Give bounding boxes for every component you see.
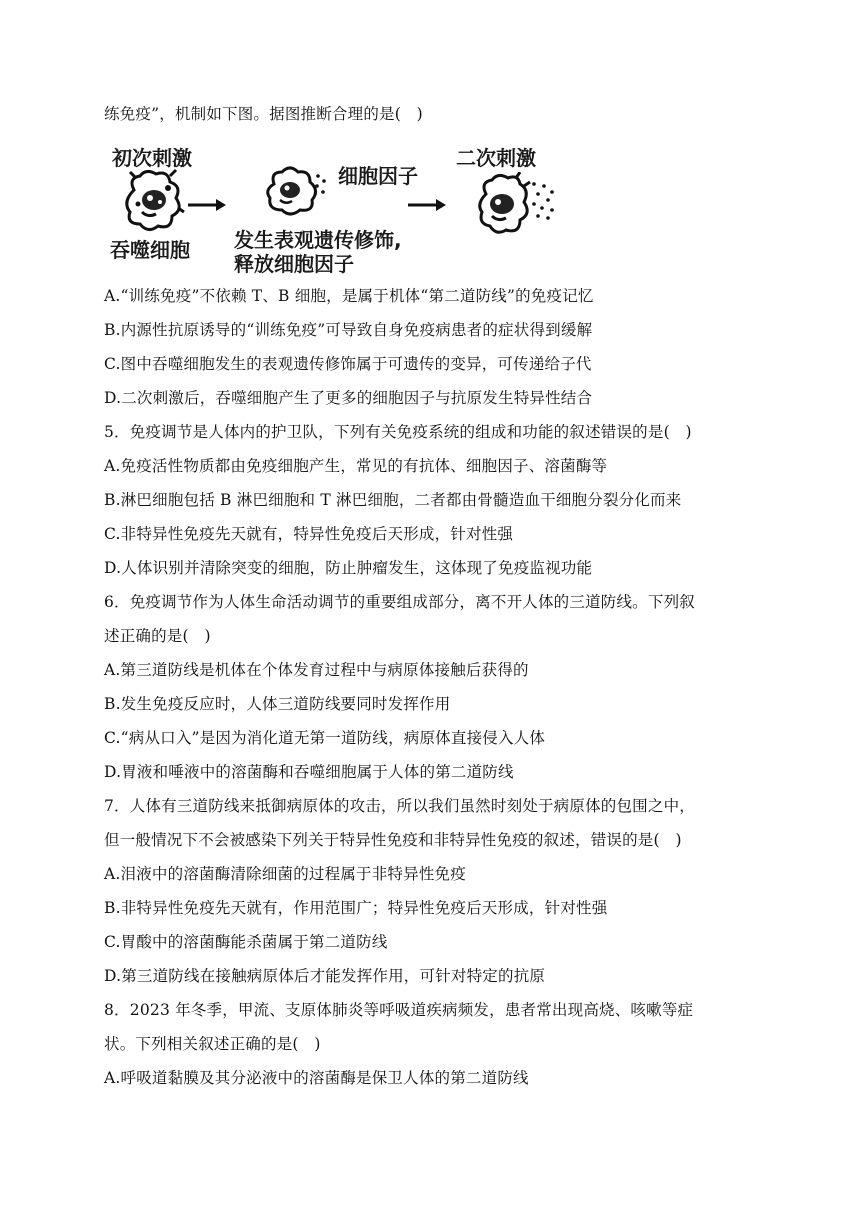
q5-option-d: D.人体识别并清除突变的细胞，防止肿瘤发生，这体现了免疫监视功能 bbox=[104, 559, 593, 577]
q6-option-c: C.“病从口入”是因为消化道无第一道防线，病原体直接侵入人体 bbox=[104, 729, 546, 747]
figure-label-second-stimulus: 二次刺激 bbox=[456, 146, 536, 170]
trained-immunity-figure bbox=[104, 138, 564, 278]
figure-label-cytokine: 细胞因子 bbox=[338, 164, 418, 188]
activated-macrophage-icon bbox=[264, 166, 320, 218]
q6-option-a: A.第三道防线是机体在个体发育过程中与病原体接触后获得的 bbox=[104, 661, 529, 679]
figure-label-epigenetic-line1: 发生表观遗传修饰, bbox=[234, 228, 402, 252]
q8-stem-line2: 状。下列相关叙述正确的是( ) bbox=[104, 1035, 321, 1053]
q4-option-d: D.二次刺激后，吞噬细胞产生了更多的细胞因子与抗原发生特异性结合 bbox=[104, 389, 593, 407]
cytokine-dots-icon bbox=[314, 172, 328, 196]
figure-label-first-stimulus: 初次刺激 bbox=[112, 146, 192, 170]
q4-option-c: C.图中吞噬细胞发生的表观遗传修饰属于可遗传的变异，可传递给子代 bbox=[104, 355, 592, 373]
q5-option-c: C.非特异性免疫先天就有，特异性免疫后天形成，针对性强 bbox=[104, 525, 514, 543]
q7-option-b: B.非特异性免疫先天就有，作用范围广；特异性免疫后天形成，针对性强 bbox=[104, 899, 608, 917]
q6-stem-line2: 述正确的是( ) bbox=[104, 627, 211, 645]
q6-option-d: D.胃液和唾液中的溶菌酶和吞噬细胞属于人体的第二道防线 bbox=[104, 763, 514, 781]
q7-option-a: A.泪液中的溶菌酶清除细菌的过程属于非特异性免疫 bbox=[104, 865, 466, 883]
q7-stem-line1: 7．人体有三道防线来抵御病原体的攻击，所以我们虽然时刻处于病原体的包围之中， bbox=[104, 797, 695, 815]
q8-stem-line1: 8．2023 年冬季，甲流、支原体肺炎等呼吸道疾病频发，患者常出现高烧、咳嗽等症 bbox=[104, 1001, 694, 1019]
q6-option-b: B.发生免疫反应时，人体三道防线要同时发挥作用 bbox=[104, 695, 451, 713]
q8-option-a: A.呼吸道黏膜及其分泌液中的溶菌酶是保卫人体的第二道防线 bbox=[104, 1069, 529, 1087]
q6-stem-line1: 6．免疫调节作为人体生命活动调节的重要组成部分，离不开人体的三道防线。下列叙 bbox=[104, 593, 695, 611]
q4-option-a: A.“训练免疫”不依赖 T、B 细胞，是属于机体“第二道防线”的免疫记忆 bbox=[104, 287, 594, 305]
cytokine-dots-icon bbox=[530, 180, 556, 220]
q7-stem-line2: 但一般情况下不会被感染下列关于特异性免疫和非特异性免疫的叙述，错误的是( ) bbox=[104, 831, 682, 849]
arrow-right-icon bbox=[188, 198, 228, 212]
q7-option-d: D.第三道防线在接触病原体后才能发挥作用，可针对特定的抗原 bbox=[104, 967, 546, 985]
q5-option-a: A.免疫活性物质都由免疫细胞产生，常见的有抗体、细胞因子、溶菌酶等 bbox=[104, 457, 608, 475]
q7-option-c: C.胃酸中的溶菌酶能杀菌属于第二道防线 bbox=[104, 933, 388, 951]
q5-stem: 5．免疫调节是人体内的护卫队，下列有关免疫系统的组成和功能的叙述错误的是( ) bbox=[104, 423, 692, 441]
question-4-stem-end: 练免疫”，机制如下图。据图推断合理的是( ) bbox=[104, 105, 423, 123]
figure-label-epigenetic-line2: 释放细胞因子 bbox=[234, 252, 354, 276]
macrophage-cell-icon bbox=[122, 168, 186, 238]
q5-option-b: B.淋巴细胞包括 B 淋巴细胞和 T 淋巴细胞，二者都由骨髓造血干细胞分裂分化而来 bbox=[104, 491, 682, 509]
q4-option-b: B.内源性抗原诱导的“训练免疫”可导致自身免疫病患者的症状得到缓解 bbox=[104, 321, 593, 339]
figure-label-macrophage: 吞噬细胞 bbox=[110, 238, 190, 262]
arrow-right-icon bbox=[408, 198, 448, 212]
